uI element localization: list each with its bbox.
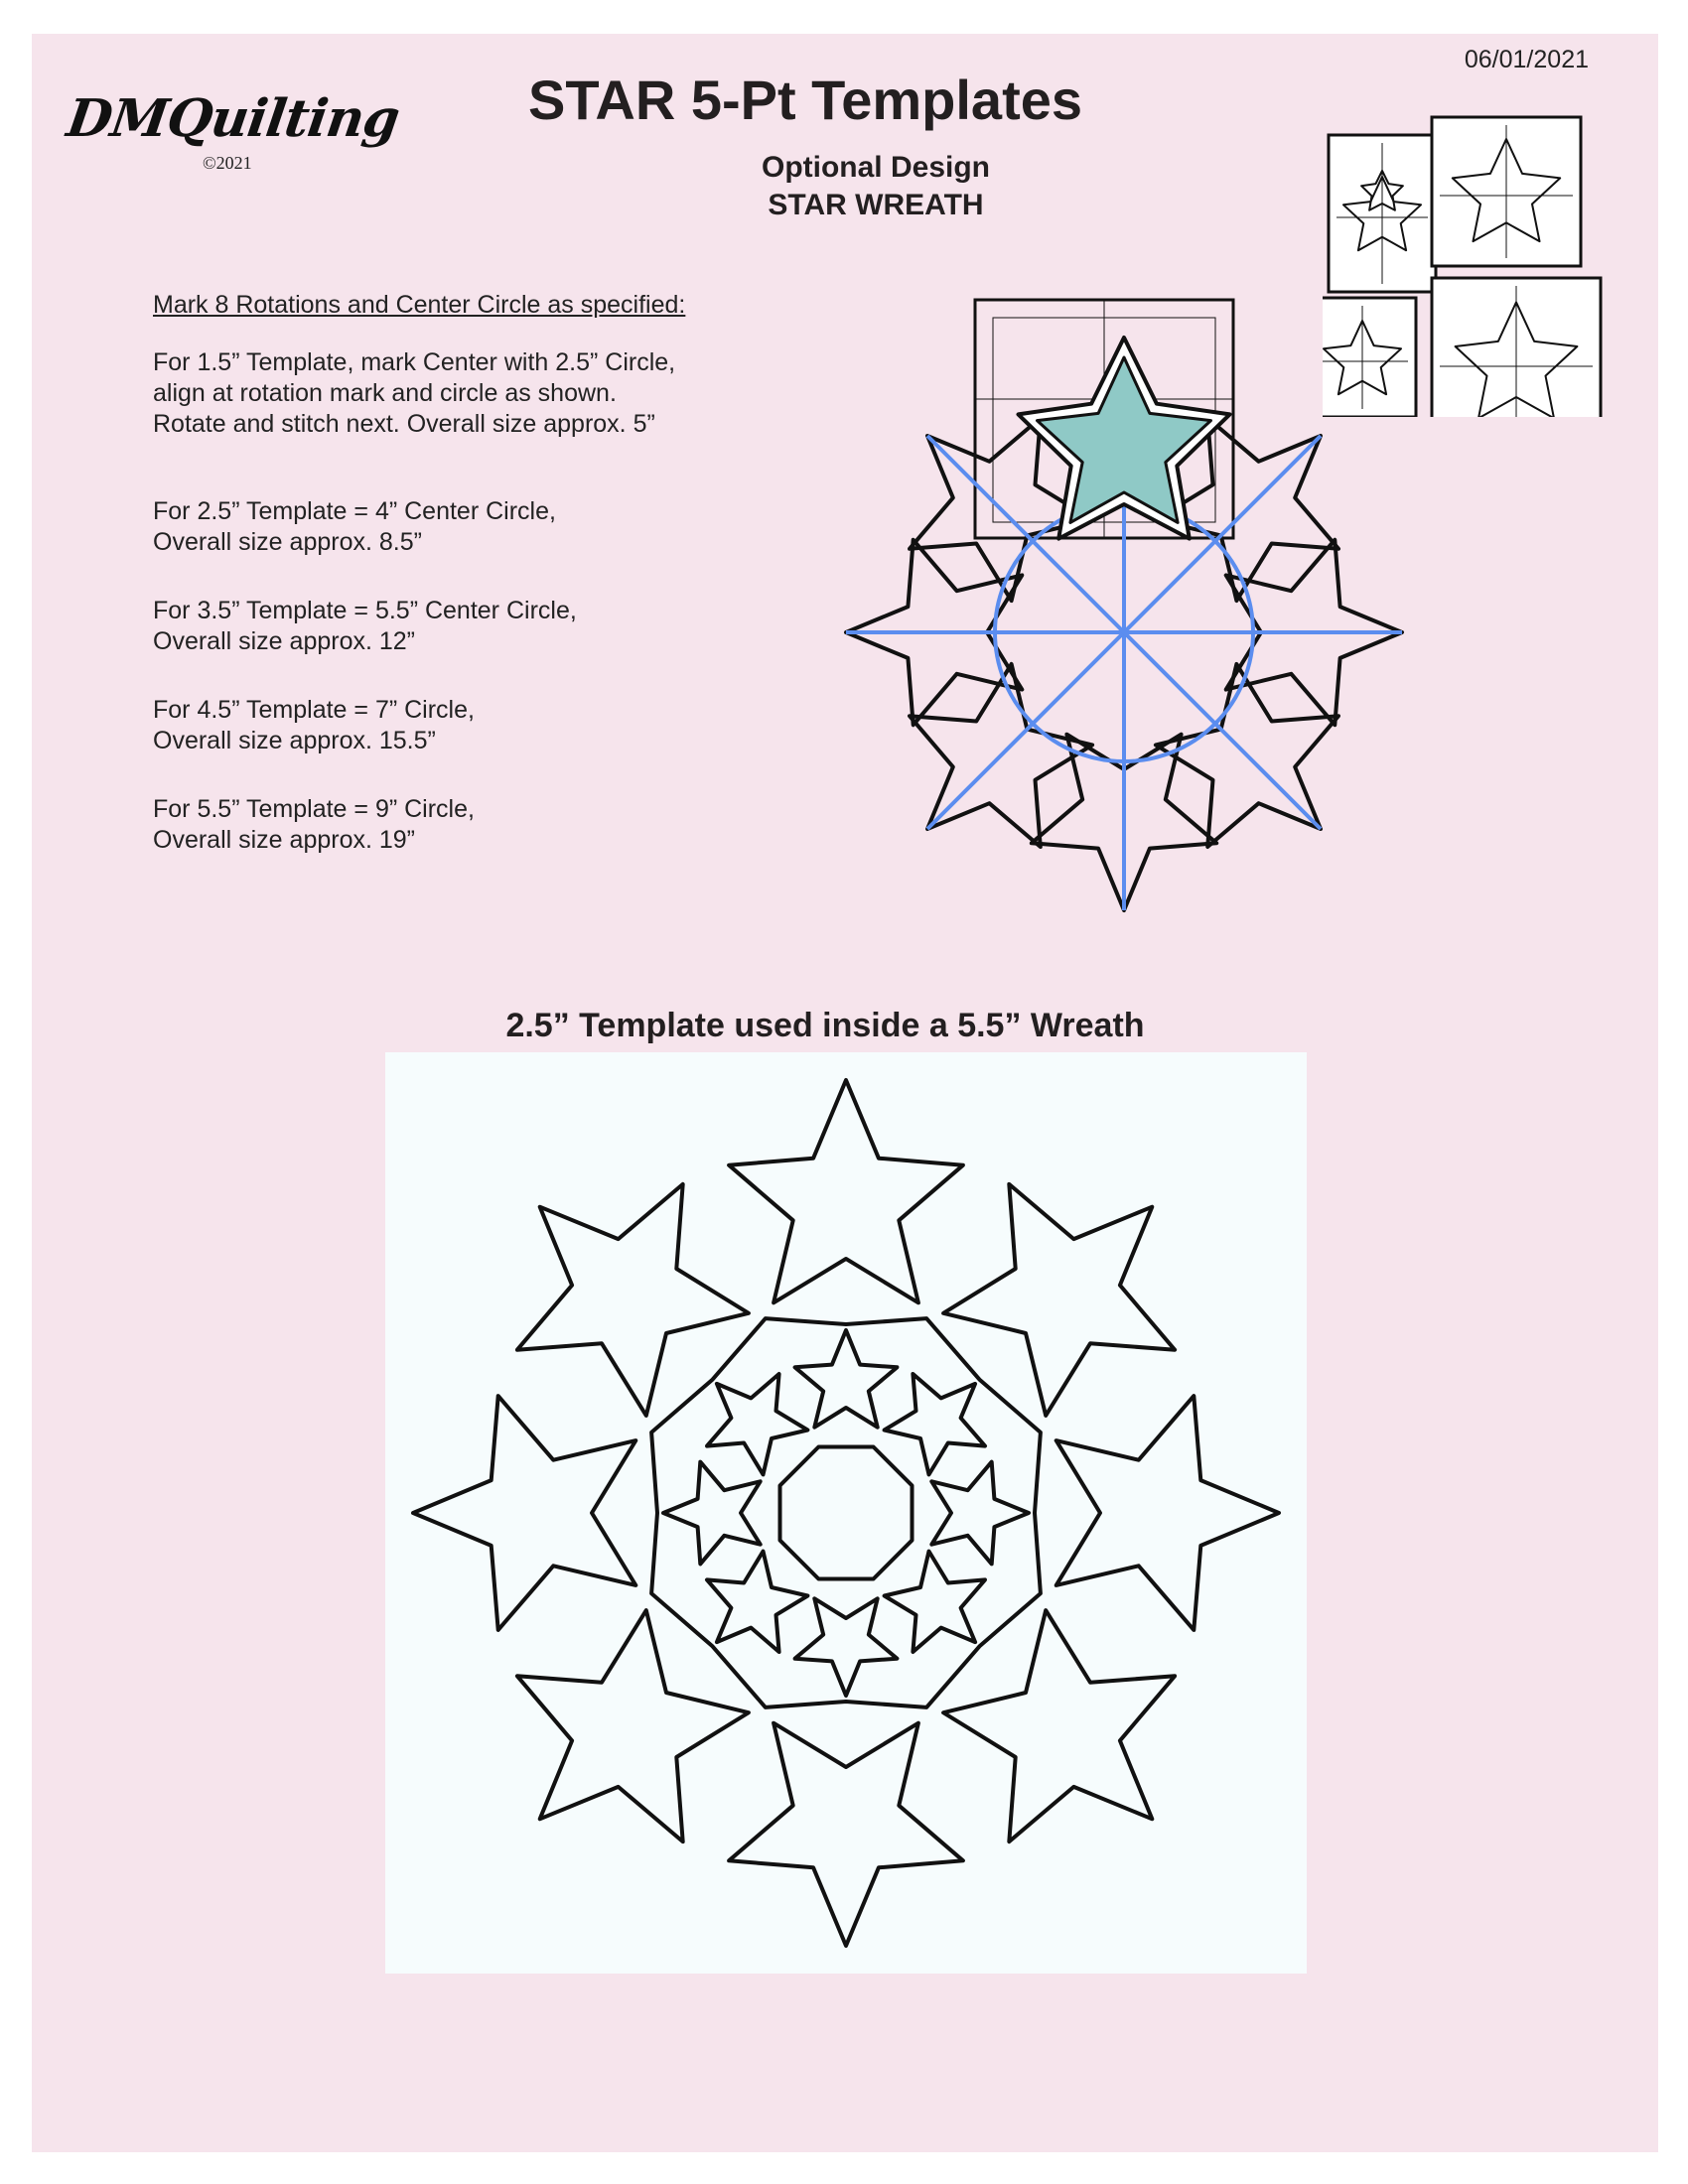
- instruction-2-5-template: For 2.5” Template = 4” Center Circle, Overall size approx. 8.5”: [153, 497, 556, 556]
- instruction-4-5-template: For 4.5” Template = 7” Circle, Overall size approx. 15.5”: [153, 696, 475, 754]
- wreath-small-star: [795, 1598, 898, 1696]
- wreath-large-star: [413, 1396, 635, 1630]
- page-title: STAR 5-Pt Templates: [527, 68, 1083, 131]
- wreath-small-star: [885, 1374, 985, 1474]
- wreath-large-star: [729, 1723, 963, 1946]
- brand-logo: DMQuilting: [63, 88, 403, 149]
- star-wreath-panel: [385, 1052, 1307, 1974]
- wreath-large-star: [1056, 1396, 1279, 1630]
- date-label: 06/01/2021: [1464, 46, 1589, 73]
- wreath-small-star: [663, 1462, 761, 1565]
- wreath-small-star: [885, 1552, 985, 1652]
- wreath-small-star: [795, 1330, 898, 1428]
- wreath-caption: 2.5” Template used inside a 5.5” Wreath: [505, 1007, 1145, 1044]
- subtitle-star-wreath: STAR WREATH: [768, 189, 984, 221]
- wreath-center-octagon: [780, 1447, 913, 1579]
- template-thumbnails: [1323, 89, 1650, 417]
- instruction-5-5-template: For 5.5” Template = 9” Circle, Overall size approx. 19”: [153, 795, 475, 854]
- wreath-small-star: [707, 1374, 807, 1474]
- wreath-small-star: [931, 1462, 1029, 1565]
- template-thumbnail: [1323, 298, 1416, 417]
- instruction-1-5-template: For 1.5” Template, mark Center with 2.5” Circle, align at rotation mark and circle as shown. Rotate and stitch next. Overall size approx. 5”: [153, 348, 676, 438]
- wreath-large-star: [729, 1080, 963, 1302]
- wreath-middle-ring: [651, 1318, 1041, 1707]
- copyright-label: ©2021: [203, 153, 252, 173]
- instructions-heading: Mark 8 Rotations and Center Circle as specified:: [153, 291, 686, 319]
- wreath-small-star: [707, 1552, 807, 1652]
- page-sheet: [32, 34, 1658, 2152]
- subtitle-optional-design: Optional Design: [761, 151, 990, 184]
- instruction-3-5-template: For 3.5” Template = 5.5” Center Circle, Overall size approx. 12”: [153, 597, 577, 655]
